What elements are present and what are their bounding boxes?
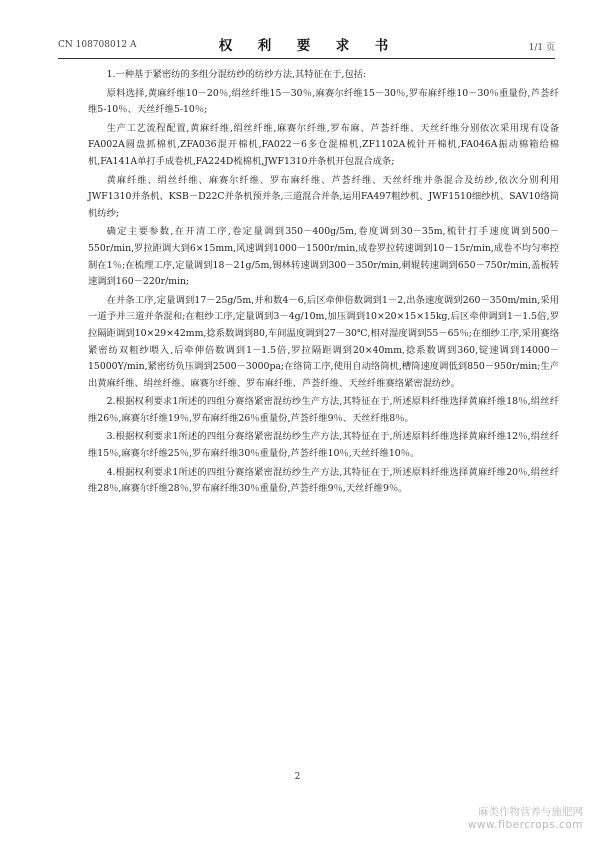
page-header	[58, 34, 555, 56]
claim-4: 4.根据权利要求1所述的四组分赛络紧密混纺纱生产方法,其特征在于,所述原料纤维选择黄麻纤维20％,绢丝纤维28％,麻赛尔纤维28％,罗布麻纤维30％重量份,芦荟纤维9％,天丝纤维9％。	[88, 466, 559, 495]
watermark-site-name: 麻类作物营养与施肥网	[478, 806, 583, 818]
page-indicator: 1/1 页	[528, 43, 555, 53]
watermark-url: www.fibercrops.com	[467, 819, 583, 831]
page-number: 2	[294, 772, 301, 782]
claim-1-process-config: 生产工艺流程配置,黄麻纤维,绢丝纤维,麻赛尔纤维,罗布麻、芦荟纤维、天丝纤维分别依次采用现有设备FA002A圆盘抓棉机,ZFA036混开棉机,FA022－6多仓混棉机,ZF1102A梳针开棉机,FA046A振动棉箱给棉机,FA141A单打手成卷机,FA224D梳棉机,JWF1310并条机开包混合成条;	[88, 122, 559, 167]
document-number: CN 108708012 A	[58, 40, 137, 50]
claim-1-drawing-roving: 在并条工序,定量调到17－25g/5m,并和数4－6,后区牵伸倍数调到1－2,出条速度调到260－350m/min,采用一道予并三道并条混和;在粗纱工序,定量调到3－4g/10m,加压调到10×20×15×15kg,后区牵伸调到1－1.5倍,罗拉隔距调到10×29×42mm,捻系数调到80,车间温度调到27－30℃,相对湿度调到55－65％;在细纱工序,采用赛络紧密纺双粗纱喂入,后牵伸倍数调到1－1.5倍,罗拉隔距调到20×40mm,捻系数调到360,锭速调到14000－15000Y/min,紧密纺负压调到2500－3000pa;在络筒工序,使用自动络筒机,槽筒速度调低到850－950r/min;生产出黄麻纤维、绢丝纤维、麻赛尔纤维、罗布麻纤维、芦荟纤维、天丝纤维赛络紧密混纺纱。	[88, 294, 559, 389]
claims-body	[88, 67, 559, 500]
claim-2: 2.根据权利要求1所述的四组分赛络紧密混纺纱生产方法,其特征在于,所述原料纤维选择黄麻纤维18％,绢丝纤维26％,麻赛尔纤维19％,罗布麻纤维26％重量份,芦荟纤维9％、天丝纤维8％。	[88, 396, 559, 424]
site-watermark	[468, 806, 583, 832]
claim-1-blending-spinning: 黄麻纤维、绢丝纤维、麻赛尔纤维、罗布麻纤维、芦荟纤维、天丝纤维并条混合及纺纱,依次分别利用JWF1310并条机、KSB－D22C并条机预并条,三道混合并条,运用FA497粗纱机、JWF1510细纱机、SAV10络筒机纺纱;	[88, 174, 559, 219]
page-title: 权 利 要 求 书	[218, 38, 395, 54]
claim-3: 3.根据权利要求1所述的四组分赛络紧密混纺纱生产方法,其特征在于,所述原料纤维选择黄麻纤维12％,绢丝纤维15％,麻赛尔纤维25％,罗布麻纤维30％重量份,芦荟纤维10％,天丝纤维10％。	[88, 431, 559, 460]
claim-1-parameters: 确定主要参数,在开清工序,卷定量调到350－400g/5m,卷度调到30－35m,梳针打手速度调到500－550r/min,罗拉距调大到6×15mm,风速调到1000－1500r/min,成卷罗拉转速调到10－15r/min,成卷不均匀率控制在1％;在梳理工序,定量调到18－21g/5m,锡林转速调到300－350r/min,刺辊转速调到650－750r/min,盖板转速调到160－220r/min;	[88, 226, 559, 288]
claim-1-intro: 1.一种基于紧密纺的多组分混纺纱的纺纱方法,其特征在于,包括:	[106, 69, 367, 80]
header-divider	[58, 58, 555, 59]
claim-1-raw-materials: 原料选择,黄麻纤维10－20％,绢丝纤维15－30％,麻赛尔纤维15－30％,罗布麻纤维10－30％重量份,芦荟纤维5-10％、天丝纤维5-10％;	[88, 87, 559, 116]
